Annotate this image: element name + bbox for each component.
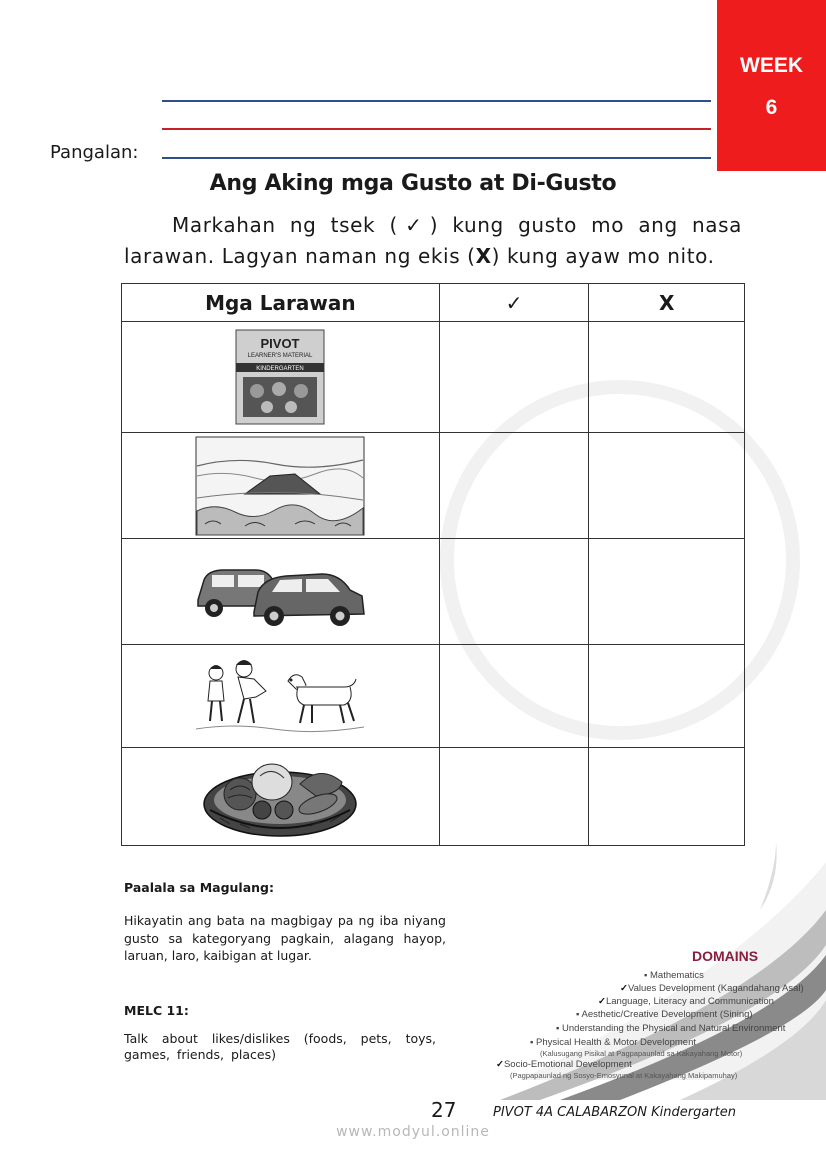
likes-table: [121, 283, 745, 846]
footer-text: PIVOT 4A CALABARZON Kindergarten: [493, 1105, 736, 1120]
book-subtitle: LEARNER'S MATERIAL: [247, 353, 313, 359]
name-label: Pangalan:: [50, 142, 139, 163]
name-line-blue-top: [162, 100, 711, 102]
check-cell[interactable]: [439, 322, 589, 433]
domain-item: ▪ Physical Health & Motor Development: [530, 1037, 697, 1048]
x-cell[interactable]: [589, 748, 745, 846]
table-row: [122, 539, 745, 645]
children-with-dog-icon: [194, 657, 366, 735]
x-cell[interactable]: [589, 645, 745, 748]
parent-note-text: Hikayatin ang bata na magbigay pa ng iba niyang gusto sa kategoryang pagkain, alagang hayop, laruan, laro, kaibigan at lugar.: [124, 913, 446, 963]
check-cell[interactable]: [439, 645, 589, 748]
week-tab: [717, 0, 826, 171]
domain-item: ✓Language, Literacy and Communication: [598, 996, 774, 1007]
instructions: Markahan ng tsek (✓) kung gusto mo ang nasa larawan. Lagyan naman ng ekis (X) kung ayaw mo nito.: [124, 213, 742, 268]
domain-item: ✓Values Development (Kagandahang Asal): [620, 983, 804, 994]
domain-sub: (Pagpapaunlad ng Sosyo-Emosyunal at Kakayahang Makipamuhay): [510, 1071, 738, 1080]
check-cell[interactable]: [439, 748, 589, 846]
domain-item: ▪ Aesthetic/Creative Development (Sining): [576, 1009, 753, 1020]
check-cell[interactable]: [439, 539, 589, 645]
name-line-blue-bottom[interactable]: [162, 157, 711, 159]
melc-heading: MELC 11:: [124, 1003, 189, 1018]
cars-icon: [194, 556, 366, 628]
parent-note-heading: Paalala sa Magulang:: [124, 880, 274, 895]
table-row: [122, 322, 745, 433]
page-number: 27: [431, 1098, 457, 1122]
melc-text: Talk about likes/dislikes (foods, pets, toys, games, friends, places): [124, 1031, 436, 1062]
table-row: [122, 748, 745, 846]
table-row: [122, 433, 745, 539]
domain-item: ✓Socio-Emotional Development: [496, 1059, 632, 1070]
week-label: WEEK: [740, 54, 803, 77]
domain-item: ▪ Understanding the Physical and Natural Environment: [556, 1023, 786, 1034]
table-row: [122, 645, 745, 748]
header-x: X: [589, 284, 745, 322]
x-cell[interactable]: [589, 539, 745, 645]
header-pictures: Mga Larawan: [122, 284, 440, 322]
x-cell[interactable]: [589, 322, 745, 433]
mountain-lake-icon: [195, 436, 365, 536]
pivot-book-cover-icon: [235, 329, 325, 425]
domains-title: DOMAINS: [692, 948, 759, 964]
check-cell[interactable]: [439, 433, 589, 539]
book-grade: KINDERGARTEN: [256, 366, 305, 372]
domain-sub: (Kalusugang Pisikal at Pagpapaunlad sa Kakayahang Motor): [540, 1049, 743, 1058]
week-number: 6: [765, 96, 778, 119]
header-check: ✓: [439, 284, 589, 322]
website-watermark: www.modyul.online: [336, 1124, 490, 1140]
book-brand: PIVOT: [260, 336, 300, 351]
vegetable-basket-icon: [200, 754, 360, 840]
page-title: Ang Aking mga Gusto at Di-Gusto: [209, 171, 617, 196]
domain-item: ▪ Mathematics: [644, 970, 704, 981]
name-line-red: [162, 128, 711, 130]
x-cell[interactable]: [589, 433, 745, 539]
